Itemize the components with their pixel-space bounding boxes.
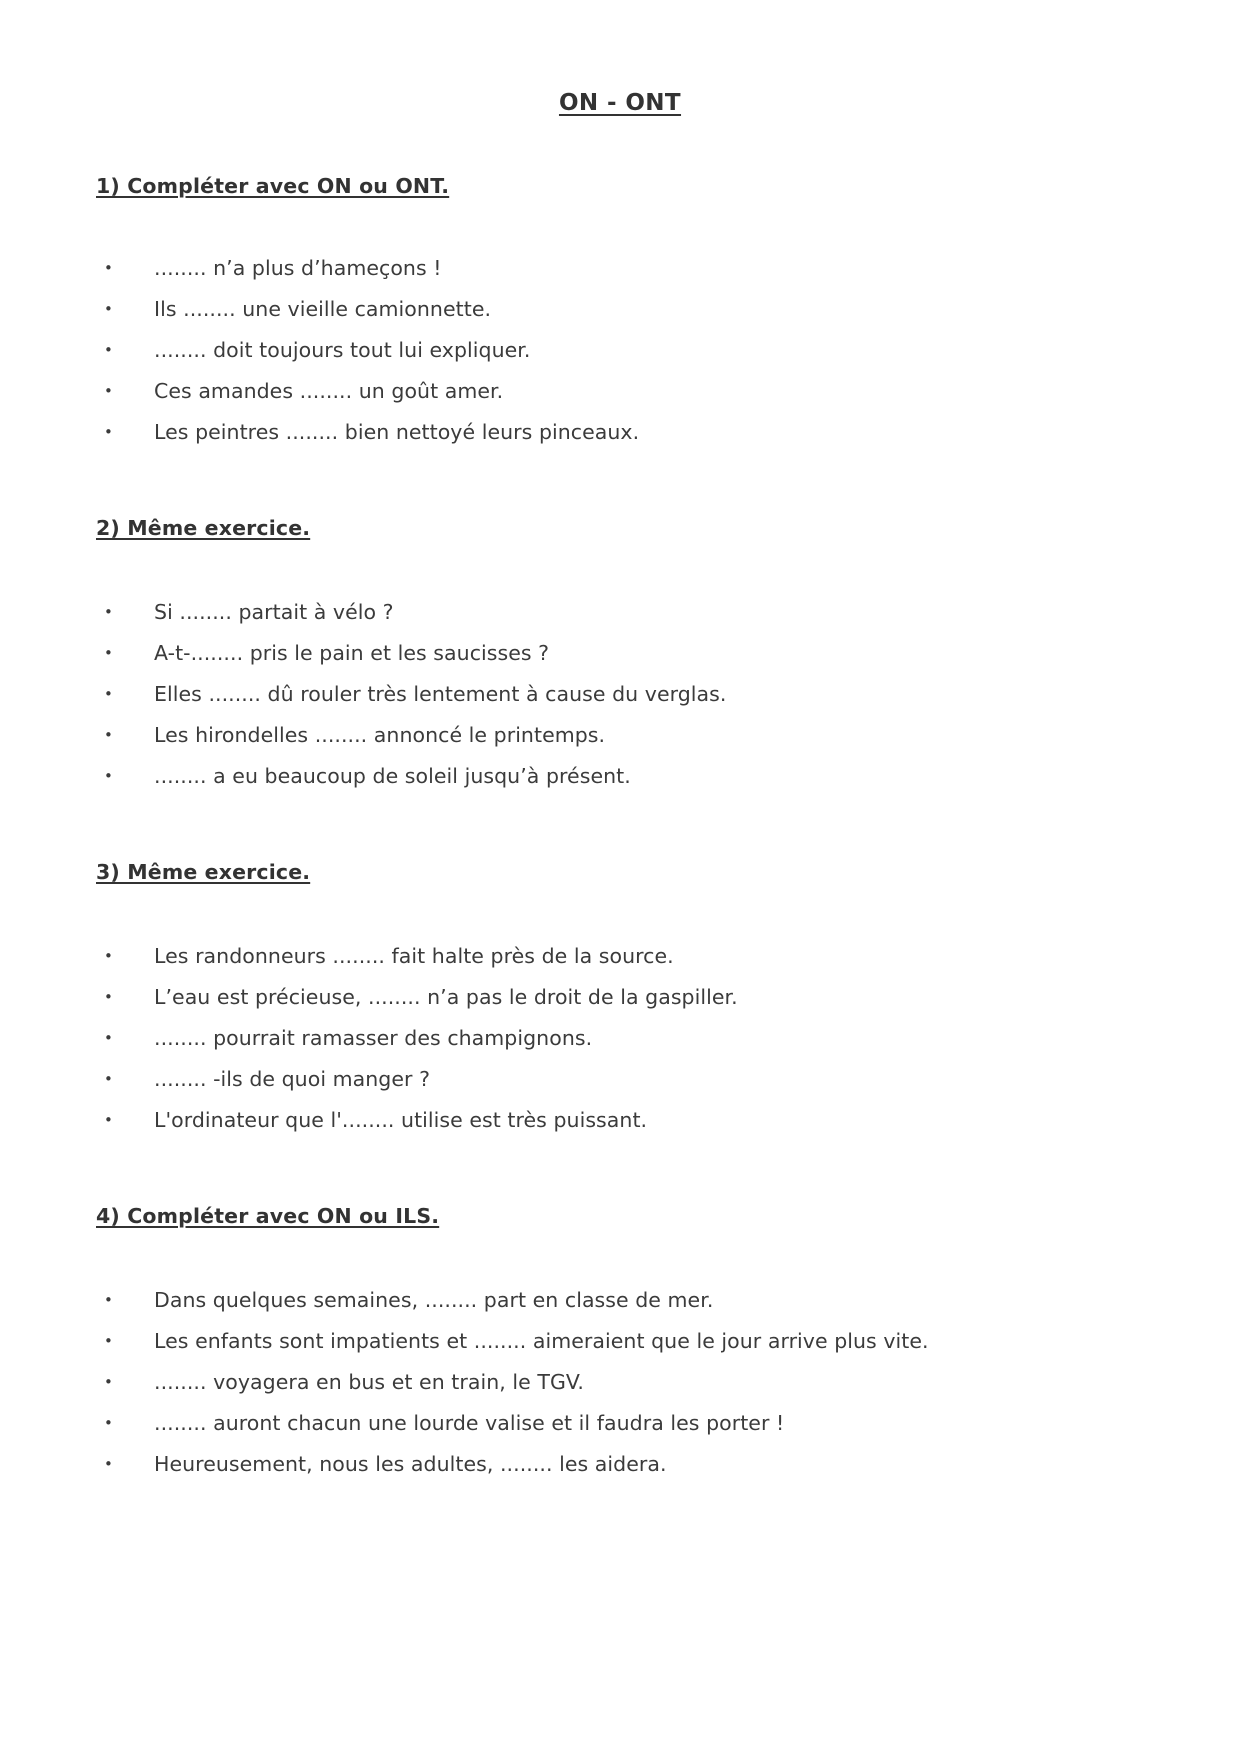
bullet-icon: •: [104, 341, 113, 359]
list-item-text: Les peintres ........ bien nettoyé leurs pinceaux.: [154, 420, 640, 444]
list-item: [96, 715, 1144, 756]
exercise-section-4: [96, 1204, 1144, 1485]
page-title-text: ON - ONT: [558, 90, 682, 116]
list-item: [96, 1280, 1144, 1321]
exercise-list-3: [96, 936, 1144, 1141]
bullet-icon: •: [104, 1373, 113, 1391]
list-item: [96, 674, 1144, 715]
list-item-text: ........ -ils de quoi manger ?: [154, 1067, 431, 1091]
bullet-icon: •: [104, 767, 113, 785]
list-item: [96, 977, 1144, 1018]
list-item: [96, 1444, 1144, 1485]
list-item-text: Les hirondelles ........ annoncé le printemps.: [154, 723, 606, 747]
bullet-icon: •: [104, 1455, 113, 1473]
bullet-icon: •: [104, 259, 113, 277]
bullet-icon: •: [104, 1029, 113, 1047]
bullet-icon: •: [104, 1291, 113, 1309]
list-item-text: A-t-........ pris le pain et les saucisses ?: [154, 641, 550, 665]
list-item-text: Heureusement, nous les adultes, ........ les aidera.: [154, 1452, 667, 1476]
list-item: [96, 756, 1144, 797]
list-item-text: Elles ........ dû rouler très lentement à cause du verglas.: [154, 682, 727, 706]
list-item: [96, 1362, 1144, 1403]
exercise-heading-3: [96, 860, 1144, 884]
exercise-section-1: [96, 174, 1144, 453]
exercise-heading-3-text: 3) Même exercice.: [96, 860, 311, 884]
bullet-icon: •: [104, 1414, 113, 1432]
list-item: [96, 1100, 1144, 1141]
list-item: [96, 1403, 1144, 1444]
list-item: [96, 248, 1144, 289]
exercise-heading-4-text: 4) Compléter avec ON ou ILS.: [96, 1204, 440, 1228]
bullet-icon: •: [104, 300, 113, 318]
exercise-heading-2-text: 2) Même exercice.: [96, 516, 311, 540]
bullet-icon: •: [104, 947, 113, 965]
list-item: [96, 289, 1144, 330]
list-item-text: ........ n’a plus d’hameçons !: [154, 256, 442, 280]
exercise-list-1: [96, 248, 1144, 453]
list-item-text: L’eau est précieuse, ........ n’a pas le droit de la gaspiller.: [154, 985, 738, 1009]
list-item-text: Les randonneurs ........ fait halte près de la source.: [154, 944, 674, 968]
bullet-icon: •: [104, 644, 113, 662]
list-item-text: ........ a eu beaucoup de soleil jusqu’à présent.: [154, 764, 631, 788]
list-item-text: Ces amandes ........ un goût amer.: [154, 379, 504, 403]
list-item: [96, 633, 1144, 674]
list-item-text: L'ordinateur que l'........ utilise est très puissant.: [154, 1108, 648, 1132]
bullet-icon: •: [104, 1070, 113, 1088]
bullet-icon: •: [104, 1111, 113, 1129]
bullet-icon: •: [104, 1332, 113, 1350]
bullet-icon: •: [104, 988, 113, 1006]
exercise-heading-1-text: 1) Compléter avec ON ou ONT.: [96, 174, 450, 198]
list-item: [96, 1321, 1144, 1362]
list-item-text: Si ........ partait à vélo ?: [154, 600, 394, 624]
list-item-text: Ils ........ une vieille camionnette.: [154, 297, 492, 321]
bullet-icon: •: [104, 423, 113, 441]
list-item: [96, 592, 1144, 633]
list-item: [96, 412, 1144, 453]
bullet-icon: •: [104, 685, 113, 703]
exercise-section-3: [96, 860, 1144, 1141]
list-item-text: ........ auront chacun une lourde valise et il faudra les porter !: [154, 1411, 785, 1435]
exercise-list-4: [96, 1280, 1144, 1485]
list-item-text: Les enfants sont impatients et ........ aimeraient que le jour arrive plus vite.: [154, 1329, 929, 1353]
bullet-icon: •: [104, 726, 113, 744]
list-item: [96, 1059, 1144, 1100]
list-item-text: ........ doit toujours tout lui expliquer.: [154, 338, 531, 362]
exercise-section-2: [96, 516, 1144, 797]
list-item: [96, 330, 1144, 371]
list-item-text: ........ pourrait ramasser des champignons.: [154, 1026, 593, 1050]
page-title: [96, 90, 1144, 116]
exercise-heading-2: [96, 516, 1144, 540]
list-item-text: ........ voyagera en bus et en train, le TGV.: [154, 1370, 584, 1394]
list-item: [96, 371, 1144, 412]
bullet-icon: •: [104, 603, 113, 621]
exercise-list-2: [96, 592, 1144, 797]
list-item-text: Dans quelques semaines, ........ part en classe de mer.: [154, 1288, 714, 1312]
list-item: [96, 936, 1144, 977]
exercise-heading-1: [96, 174, 1144, 198]
bullet-icon: •: [104, 382, 113, 400]
list-item: [96, 1018, 1144, 1059]
exercise-heading-4: [96, 1204, 1144, 1228]
